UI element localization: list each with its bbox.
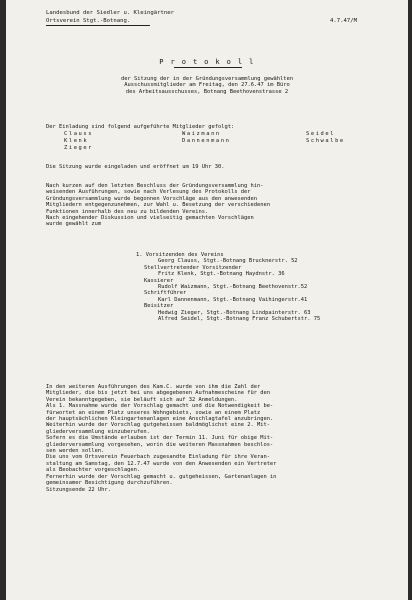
- role-person: Georg Clauss, Stgt.-Botnang Brucknerstr. 52: [158, 258, 298, 265]
- org-name: Landesbund der Siedler u. Kleingärtner: [46, 10, 174, 16]
- role-person: Alfred Seidel, Stgt.-Botnang Franz Schubertstr. 75: [158, 316, 321, 323]
- text-line: gliederversammlung einzuberufen.: [46, 428, 150, 435]
- intro-line: des Arbeitsausschusses, Botnang Beethovenstrasse 2: [125, 88, 289, 95]
- role-title: Beisitzer: [144, 303, 174, 310]
- text-line: gliederversammlung vorgesehen, worin die weiteren Massnahmen beschlos-: [46, 441, 274, 448]
- text-line: In den weiteren Ausführungen des Kam.C. wurde von ihm die Zahl der: [46, 384, 261, 390]
- role-person: Rudolf Waizmann, Stgt.-Botnang Beethovenstr.52: [158, 284, 308, 291]
- org-local-branch: Ortsverein Stgt.-Botnang.: [46, 18, 131, 24]
- text-line: Fernerhin wurde der Vorschlag gemacht u. gutgeheissen, Gartenanlagen in: [46, 473, 277, 480]
- header-underline: [46, 25, 150, 26]
- member-name: Klenk: [64, 138, 89, 144]
- member-name: Waizmann: [182, 131, 221, 137]
- roles-list: [136, 252, 321, 323]
- member-name: Clauss: [64, 131, 94, 137]
- document-date: 4.7.47/M: [330, 18, 357, 24]
- paragraph-election: [46, 183, 270, 228]
- text-line: Nach eingehender Diskussion und vielseitig gemachten Vorschlägen: [46, 215, 254, 222]
- member-name: Schwalbe: [306, 138, 345, 144]
- member-name: Zieger: [64, 145, 94, 151]
- text-line: Die uns vom Ortsverein Feuerbach zugesandte Einladung für ihre Veran-: [46, 454, 270, 461]
- text-line: Mitglieder, die bis jetzt bei uns abgegebenen Aufnahmescheine für den: [46, 390, 270, 397]
- text-line: sen werden sollen.: [46, 448, 105, 455]
- text-line: Weiterhin wurde der Vorschlag gutgeheissen baldmöglichst eine 2. Mit-: [46, 422, 270, 429]
- role-person: Fritz Klenk, Stgt.-Botnang Haydnstr. 36: [158, 271, 285, 278]
- text-line: Sofern es die Umstände erlauben ist der Termin 11. Juni für obige Mit-: [46, 435, 274, 442]
- text-line: Sitzungsende 22 Uhr.: [46, 486, 111, 493]
- text-line: staltung am Samstag, den 12.7.47 wurde von den Anwesenden ein Vertreter: [46, 460, 277, 467]
- role-title: Kassierer: [144, 277, 174, 284]
- opening-line: Die Sitzung wurde eingeladen und eröffnet um 19 Uhr 30.: [46, 164, 225, 170]
- member-name: Dannenmann: [182, 138, 231, 144]
- role-person: Karl Dannenmann, Stgt.-Botnang Vaihingerstr.41: [158, 296, 308, 303]
- intro-line: Ausschussmitglieder am Freitag, den 27.6.47 im Büro: [124, 82, 290, 89]
- role-title: Schriftführer: [144, 290, 187, 297]
- intro-block: [6, 76, 408, 95]
- page-title: P r o t o k o l l: [159, 58, 255, 66]
- intro-line: der Sitzung der in der Gründungsversammlung gewählten: [120, 76, 293, 82]
- text-line: wurde gewählt zum: [46, 221, 102, 228]
- text-line: als Beobachter vorgeschlagen.: [46, 467, 141, 474]
- text-line: gemeinsamer Besichtigung durchzuführen.: [46, 480, 173, 487]
- text-line: weisenden Ausführungen, sowie nach Verlesung des Protokolls der: [46, 189, 251, 196]
- text-line: der hauptsächlichen Kleingartenanlagen eine Anschlagtafel anzubringen.: [46, 416, 274, 423]
- role-title: 1. Vorsitzenden des Vereins: [136, 252, 224, 258]
- title-underline: [174, 67, 242, 68]
- role-person: Hedwig Zieger, Stgt.-Botnang Lindpainterstr. 63: [158, 309, 311, 316]
- text-line: Als 1. Massnahme wurde der Vorschlag gemacht und die Notwendigkeit be-: [46, 403, 274, 410]
- invitation-line: Der Einladung sind folgend aufgeführte Mitglieder gefolgt:: [46, 124, 235, 130]
- text-line: Funktionen innerhalb des neu zu bildenden Vereins.: [46, 208, 209, 215]
- document-page: [6, 0, 408, 600]
- role-title: Stellvertretender Vorsitzender: [144, 264, 242, 271]
- text-line: fürwortet an einem Platz unseres Wohngebiets, sowie an einem Platz: [46, 409, 261, 416]
- text-line: Gründungsversammlung wurde begonnen Vorschläge aus den anwesenden: [46, 195, 257, 202]
- text-line: Mitgliedern entgegenzunehmen, zur Wahl u. Besetzung der verschiedenen: [46, 202, 270, 209]
- text-line: Nach kurzen auf den letzten Beschluss der Gründungsversammlung hin-: [46, 183, 264, 189]
- text-line: Verein bekanntgegeben, sie beläuft sich auf 32 Anmeldungen.: [46, 396, 238, 403]
- paragraph-measures: [46, 384, 276, 493]
- member-name: Seidel: [306, 131, 336, 137]
